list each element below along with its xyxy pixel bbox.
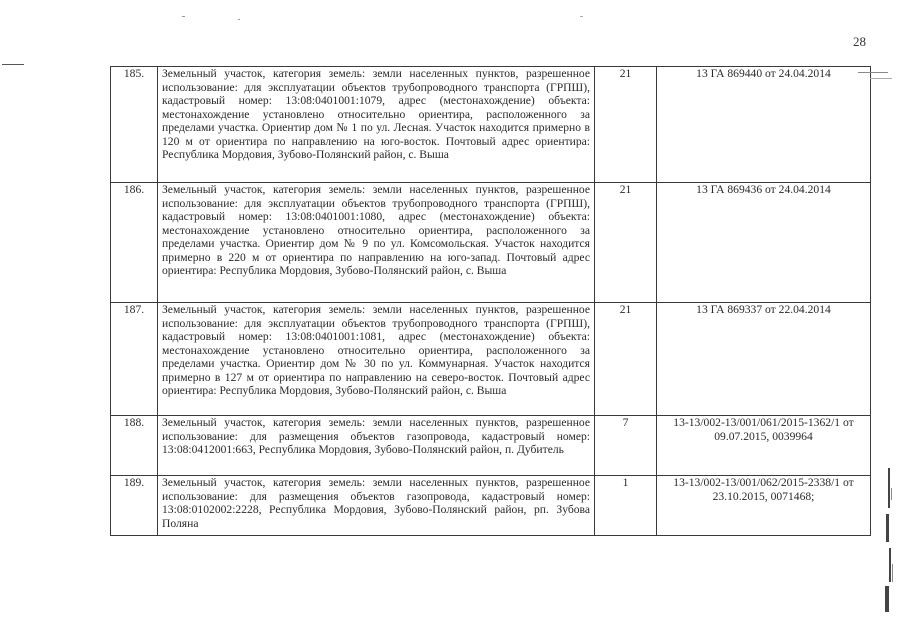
row-number-cell: 189. bbox=[111, 476, 158, 536]
property-registry-table bbox=[110, 66, 871, 536]
row-registration-cell: 13-13/002-13/001/062/2015-2338/1 от 23.10.2015, 0071468; bbox=[657, 476, 871, 536]
page-number: 28 bbox=[853, 34, 866, 49]
scan-artifact-left-dash bbox=[2, 64, 24, 65]
row-registration-cell: 13-13/002-13/001/061/2015-1362/1 от 09.07.2015, 0039964 bbox=[657, 416, 871, 476]
row-registration-cell: 13 ГА 869337 от 22.04.2014 bbox=[657, 303, 871, 416]
row-number-cell: 185. bbox=[111, 67, 158, 183]
row-value-cell: 21 bbox=[595, 303, 657, 416]
row-value-cell: 1 bbox=[595, 476, 657, 536]
table-row bbox=[111, 67, 871, 183]
row-registration-cell: 13 ГА 869436 от 24.04.2014 bbox=[657, 183, 871, 303]
row-description-cell: Земельный участок, категория земель: земли населенных пунктов, разрешенное использование: для размещения объектов газопровода, кадастровый номер: 13:08:0102002:2228, Республика Мордовия, Зубово-Полянский район, рп. Зубова Поляна bbox=[158, 476, 595, 536]
table-row bbox=[111, 183, 871, 303]
scan-artifact-right-dash bbox=[858, 72, 888, 73]
row-number-cell: 188. bbox=[111, 416, 158, 476]
row-number-cell: 186. bbox=[111, 183, 158, 303]
scan-artifact-right-dash bbox=[870, 78, 892, 79]
scan-artifact-top-dot bbox=[238, 19, 240, 20]
scan-binding-edge bbox=[882, 468, 896, 618]
row-description-cell: Земельный участок, категория земель: земли населенных пунктов, разрешенное использование: для эксплуатации объектов трубопроводного транспорта (ГРПШ), кадастровый номер: 13:08:0401001:1080, адрес (местонахождение) объекта: местонахождение установлено относительно ориентира, расположенного за пределами участка. Ориентир дом № 9 по ул. Комсомольская. Участок находится примерно в 220 м от ориентира по направлению на юго-запад. Почтовый адрес ориентира: Республика Мордовия, Зубово-Полянский район, с. Выша bbox=[158, 183, 595, 303]
row-value-cell: 21 bbox=[595, 67, 657, 183]
row-description-cell: Земельный участок, категория земель: земли населенных пунктов, разрешенное использование: для эксплуатации объектов трубопроводного транспорта (ГРПШ), кадастровый номер: 13:08:0401001:1081, адрес (местонахождение) объекта: местонахождение установлено относительно ориентира, расположенного за пределами участка. Ориентир дом № 30 по ул. Коммунарная. Участок находится примерно в 127 м от ориентира по направлению на северо-восток. Почтовый адрес ориентира: Республика Мордовия, Зубово-Полянский район, с. Выша bbox=[158, 303, 595, 416]
row-registration-cell: 13 ГА 869440 от 24.04.2014 bbox=[657, 67, 871, 183]
row-number-cell: 187. bbox=[111, 303, 158, 416]
scan-artifact-top-dot bbox=[182, 16, 185, 17]
table-row bbox=[111, 303, 871, 416]
row-value-cell: 7 bbox=[595, 416, 657, 476]
row-description-cell: Земельный участок, категория земель: земли населенных пунктов, разрешенное использование: для размещения объектов газопровода, кадастровый номер: 13:08:0412001:663, Республика Мордовия, Зубово-Полянский район, п. Дубитель bbox=[158, 416, 595, 476]
table-row bbox=[111, 476, 871, 536]
row-value-cell: 21 bbox=[595, 183, 657, 303]
row-description-cell: Земельный участок, категория земель: земли населенных пунктов, разрешенное использование: для эксплуатации объектов трубопроводного транспорта (ГРПШ), кадастровый номер: 13:08:0401001:1079, адрес (местонахождение) объекта: местонахождение установлено относительно ориентира, расположенного за пределами участка. Ориентир дом № 1 по ул. Лесная. Участок находится примерно в 120 м от ориентира по направлению на юго-восток. Почтовый адрес ориентира: Республика Мордовия, Зубово-Полянский район, с. Выша bbox=[158, 67, 595, 183]
table-row bbox=[111, 416, 871, 476]
scan-artifact-top-dot bbox=[580, 16, 583, 17]
